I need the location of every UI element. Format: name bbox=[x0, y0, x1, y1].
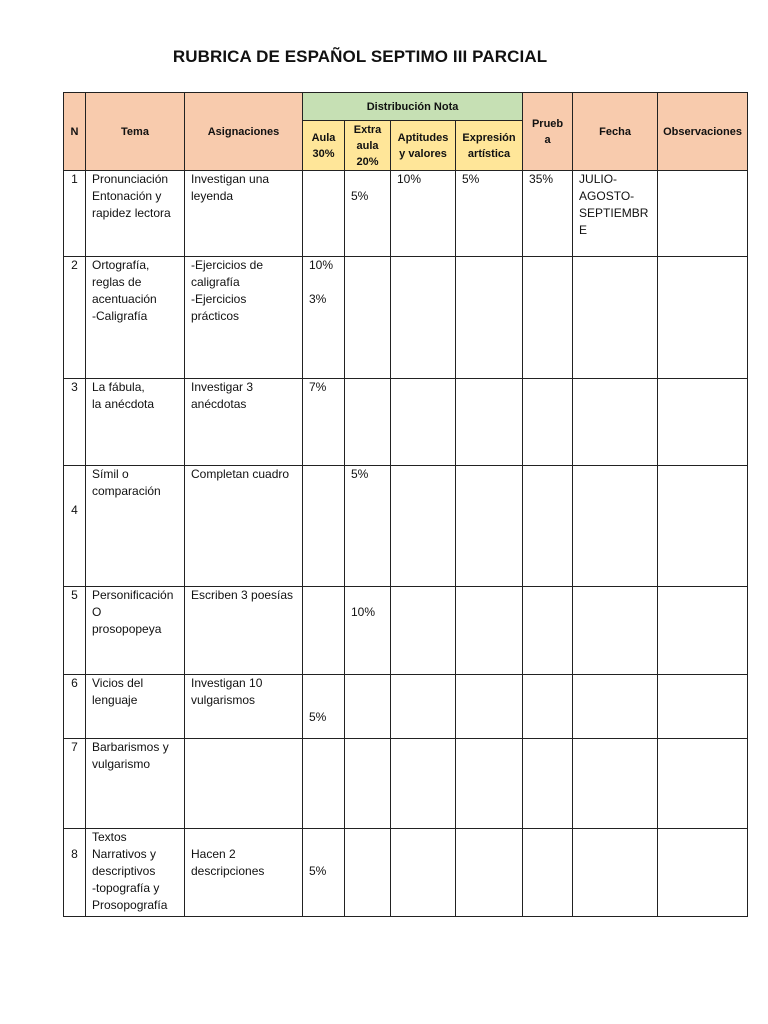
aptitudes-cell bbox=[391, 739, 456, 829]
asignaciones-cell: Escriben 3 poesías bbox=[185, 587, 303, 675]
expresion-cell bbox=[456, 379, 523, 466]
rubric-table bbox=[63, 92, 748, 917]
expresion-cell bbox=[456, 829, 523, 917]
row-number: 2 bbox=[64, 257, 86, 379]
tema-cell: Vicios del lenguaje bbox=[86, 675, 185, 739]
extra-aula-cell: 5% bbox=[345, 466, 391, 587]
fecha-cell: JULIO- AGOSTO- SEPTIEMBR E bbox=[573, 171, 658, 257]
aula-cell bbox=[303, 257, 345, 379]
observaciones-cell bbox=[658, 171, 748, 257]
document-title: RUBRICA DE ESPAÑOL SEPTIMO III PARCIAL bbox=[172, 47, 548, 66]
extra-aula-cell bbox=[345, 257, 391, 379]
row-number: 4 bbox=[71, 503, 78, 517]
asignaciones-cell: -Ejercicios de caligrafía -Ejercicios prácticos bbox=[185, 257, 303, 379]
row-number: 1 bbox=[64, 171, 86, 257]
fecha-cell bbox=[573, 739, 658, 829]
expresion-cell bbox=[456, 739, 523, 829]
prueba-cell bbox=[523, 379, 573, 466]
aula-cell bbox=[303, 829, 345, 917]
aula-value-secondary: 3% bbox=[309, 292, 327, 306]
observaciones-cell bbox=[658, 675, 748, 739]
aula-cell bbox=[303, 587, 345, 675]
aptitudes-cell bbox=[391, 675, 456, 739]
prueba-cell bbox=[523, 829, 573, 917]
header-prueba: Prueb a bbox=[523, 93, 573, 171]
header-aula: Aula 30% bbox=[303, 121, 345, 171]
asignaciones-cell: Investigan 10 vulgarismos bbox=[185, 675, 303, 739]
observaciones-cell bbox=[658, 739, 748, 829]
header-observaciones: Observaciones bbox=[658, 93, 748, 171]
header-distribucion-nota: Distribución Nota bbox=[303, 93, 523, 121]
extra-aula-cell bbox=[345, 587, 391, 675]
expresion-cell bbox=[456, 675, 523, 739]
table-row bbox=[64, 379, 748, 466]
table-row bbox=[64, 257, 748, 379]
tema-cell: La fábula, la anécdota bbox=[86, 379, 185, 466]
table-row bbox=[64, 587, 748, 675]
extra-aula-value: 5% bbox=[351, 189, 369, 203]
expresion-cell: 5% bbox=[456, 171, 523, 257]
header-n: N bbox=[64, 93, 86, 171]
prueba-cell bbox=[523, 739, 573, 829]
header-extra-aula: Extra aula 20% bbox=[345, 121, 391, 171]
prueba-cell: 35% bbox=[523, 171, 573, 257]
aula-cell bbox=[303, 739, 345, 829]
fecha-cell bbox=[573, 675, 658, 739]
asignaciones-cell: Investigar 3 anécdotas bbox=[185, 379, 303, 466]
expresion-cell bbox=[456, 587, 523, 675]
prueba-cell bbox=[523, 587, 573, 675]
asignaciones-cell: Completan cuadro bbox=[185, 466, 303, 587]
extra-aula-value: 10% bbox=[351, 605, 376, 619]
header-aptitudes: Aptitudes y valores bbox=[391, 121, 456, 171]
fecha-cell bbox=[573, 379, 658, 466]
row-number: 3 bbox=[64, 379, 86, 466]
tema-cell: Ortografía, reglas de acentuación -Caligrafía bbox=[86, 257, 185, 379]
observaciones-cell bbox=[658, 379, 748, 466]
table-row bbox=[64, 675, 748, 739]
prueba-cell bbox=[523, 466, 573, 587]
header-expresion: Expresión artística bbox=[456, 121, 523, 171]
asignaciones-cell bbox=[185, 829, 303, 917]
aula-value: 5% bbox=[309, 864, 327, 878]
aptitudes-cell bbox=[391, 587, 456, 675]
row-number: 7 bbox=[64, 739, 86, 829]
tema-cell: Símil o comparación bbox=[86, 466, 185, 587]
header-fecha: Fecha bbox=[573, 93, 658, 171]
row-number: 8 bbox=[71, 847, 78, 861]
observaciones-cell bbox=[658, 829, 748, 917]
table-row bbox=[64, 171, 748, 257]
fecha-cell bbox=[573, 587, 658, 675]
extra-aula-cell bbox=[345, 739, 391, 829]
aula-cell: 7% bbox=[303, 379, 345, 466]
aula-value: 5% bbox=[309, 710, 327, 724]
asignaciones-value: Hacen 2 descripciones bbox=[191, 847, 265, 878]
aptitudes-cell bbox=[391, 466, 456, 587]
extra-aula-cell bbox=[345, 829, 391, 917]
table-row bbox=[64, 466, 748, 587]
tema-cell: Pronunciación Entonación y rapidez lectora bbox=[86, 171, 185, 257]
expresion-cell bbox=[456, 257, 523, 379]
row-number: 6 bbox=[64, 675, 86, 739]
table-row bbox=[64, 739, 748, 829]
aula-cell bbox=[303, 675, 345, 739]
fecha-cell bbox=[573, 466, 658, 587]
aula-cell bbox=[303, 466, 345, 587]
observaciones-cell bbox=[658, 257, 748, 379]
tema-cell: Barbarismos y vulgarismo bbox=[86, 739, 185, 829]
asignaciones-cell: Investigan una leyenda bbox=[185, 171, 303, 257]
expresion-cell bbox=[456, 466, 523, 587]
tema-cell: Textos Narrativos y descriptivos -topografía y Prosopografía bbox=[86, 829, 185, 917]
row-number-cell bbox=[64, 829, 86, 917]
aula-value: 10% bbox=[309, 258, 334, 272]
extra-aula-cell bbox=[345, 171, 391, 257]
fecha-cell bbox=[573, 257, 658, 379]
observaciones-cell bbox=[658, 466, 748, 587]
observaciones-cell bbox=[658, 587, 748, 675]
aptitudes-cell: 10% bbox=[391, 171, 456, 257]
asignaciones-cell bbox=[185, 739, 303, 829]
prueba-cell bbox=[523, 675, 573, 739]
aula-cell bbox=[303, 171, 345, 257]
table-row bbox=[64, 829, 748, 917]
prueba-cell bbox=[523, 257, 573, 379]
header-tema: Tema bbox=[86, 93, 185, 171]
aptitudes-cell bbox=[391, 379, 456, 466]
extra-aula-cell bbox=[345, 675, 391, 739]
aptitudes-cell bbox=[391, 257, 456, 379]
aptitudes-cell bbox=[391, 829, 456, 917]
fecha-cell bbox=[573, 829, 658, 917]
row-number-cell bbox=[64, 466, 86, 587]
extra-aula-cell bbox=[345, 379, 391, 466]
header-asignaciones: Asignaciones bbox=[185, 93, 303, 171]
row-number: 5 bbox=[64, 587, 86, 675]
tema-cell: Personificación O prosopopeya bbox=[86, 587, 185, 675]
